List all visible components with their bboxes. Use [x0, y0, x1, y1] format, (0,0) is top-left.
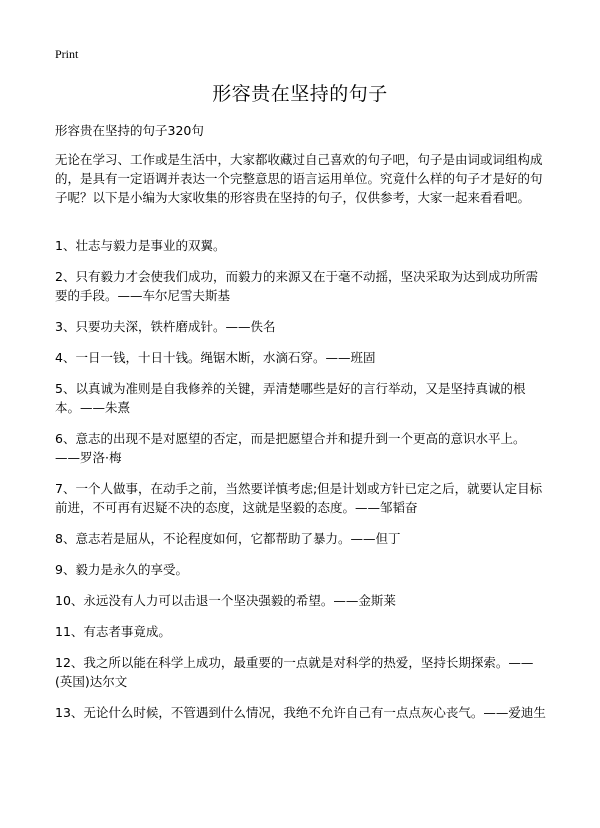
quote-item: 13、无论什么时候，不管遇到什么情况，我绝不允许自己有一点点灰心丧气。——爱迪生 — [55, 705, 546, 720]
quote-item: 1、壮志与毅力是事业的双翼。 — [55, 238, 226, 253]
quote-item: 8、意志若是屈从，不论程度如何，它都帮助了暴力。——但丁 — [55, 531, 401, 546]
intro-paragraph: 无论在学习、工作或是生活中，大家都收藏过自己喜欢的句子吧，句子是由词或词组构成的，是具有一定语调并表达一个完整意思的语言运用单位。究竟什么样的句子才是好的句子呢？以下是小编为大家收集的形容贵在坚持的句子，仅供参考，大家一起来看看吧。 — [55, 152, 543, 205]
quote-item: 11、有志者事竟成。 — [55, 624, 171, 639]
quote-item: 7、一个人做事，在动手之前，当然要详慎考虑;但是计划或方针已定之后，就要认定目标前进，不可再有迟疑不决的态度，这就是坚毅的态度。——邹韬奋 — [55, 481, 543, 515]
quote-item: 3、只要功夫深，铁杵磨成针。——佚名 — [55, 319, 276, 334]
page-title: 形容贵在坚持的句子 — [212, 83, 388, 105]
article-subtitle: 形容贵在坚持的句子320句 — [55, 123, 204, 138]
print-link[interactable]: Print — [55, 47, 79, 61]
quote-list — [55, 236, 550, 734]
quote-item: 4、一日一钱，十日十钱。绳锯木断，水滴石穿。——班固 — [55, 350, 376, 365]
quote-item: 5、以真诚为准则是自我修养的关键，弄清楚哪些是好的言行举动，又是坚持真诚的根本。——朱熹 — [55, 381, 526, 415]
quote-item: 10、永远没有人力可以击退一个坚决强毅的希望。——金斯莱 — [55, 593, 396, 608]
quote-item: 12、我之所以能在科学上成功，最重要的一点就是对科学的热爱，坚持长期探索。——(英国)达尔文 — [55, 655, 534, 689]
quote-item: 9、毅力是永久的享受。 — [55, 562, 188, 577]
quote-item: 2、只有毅力才会使我们成功，而毅力的来源又在于毫不动摇，坚决采取为达到成功所需要的手段。——车尔尼雪夫斯基 — [55, 269, 538, 303]
quote-item: 6、意志的出现不是对愿望的否定，而是把愿望合并和提升到一个更高的意识水平上。——罗洛·梅 — [55, 431, 526, 465]
